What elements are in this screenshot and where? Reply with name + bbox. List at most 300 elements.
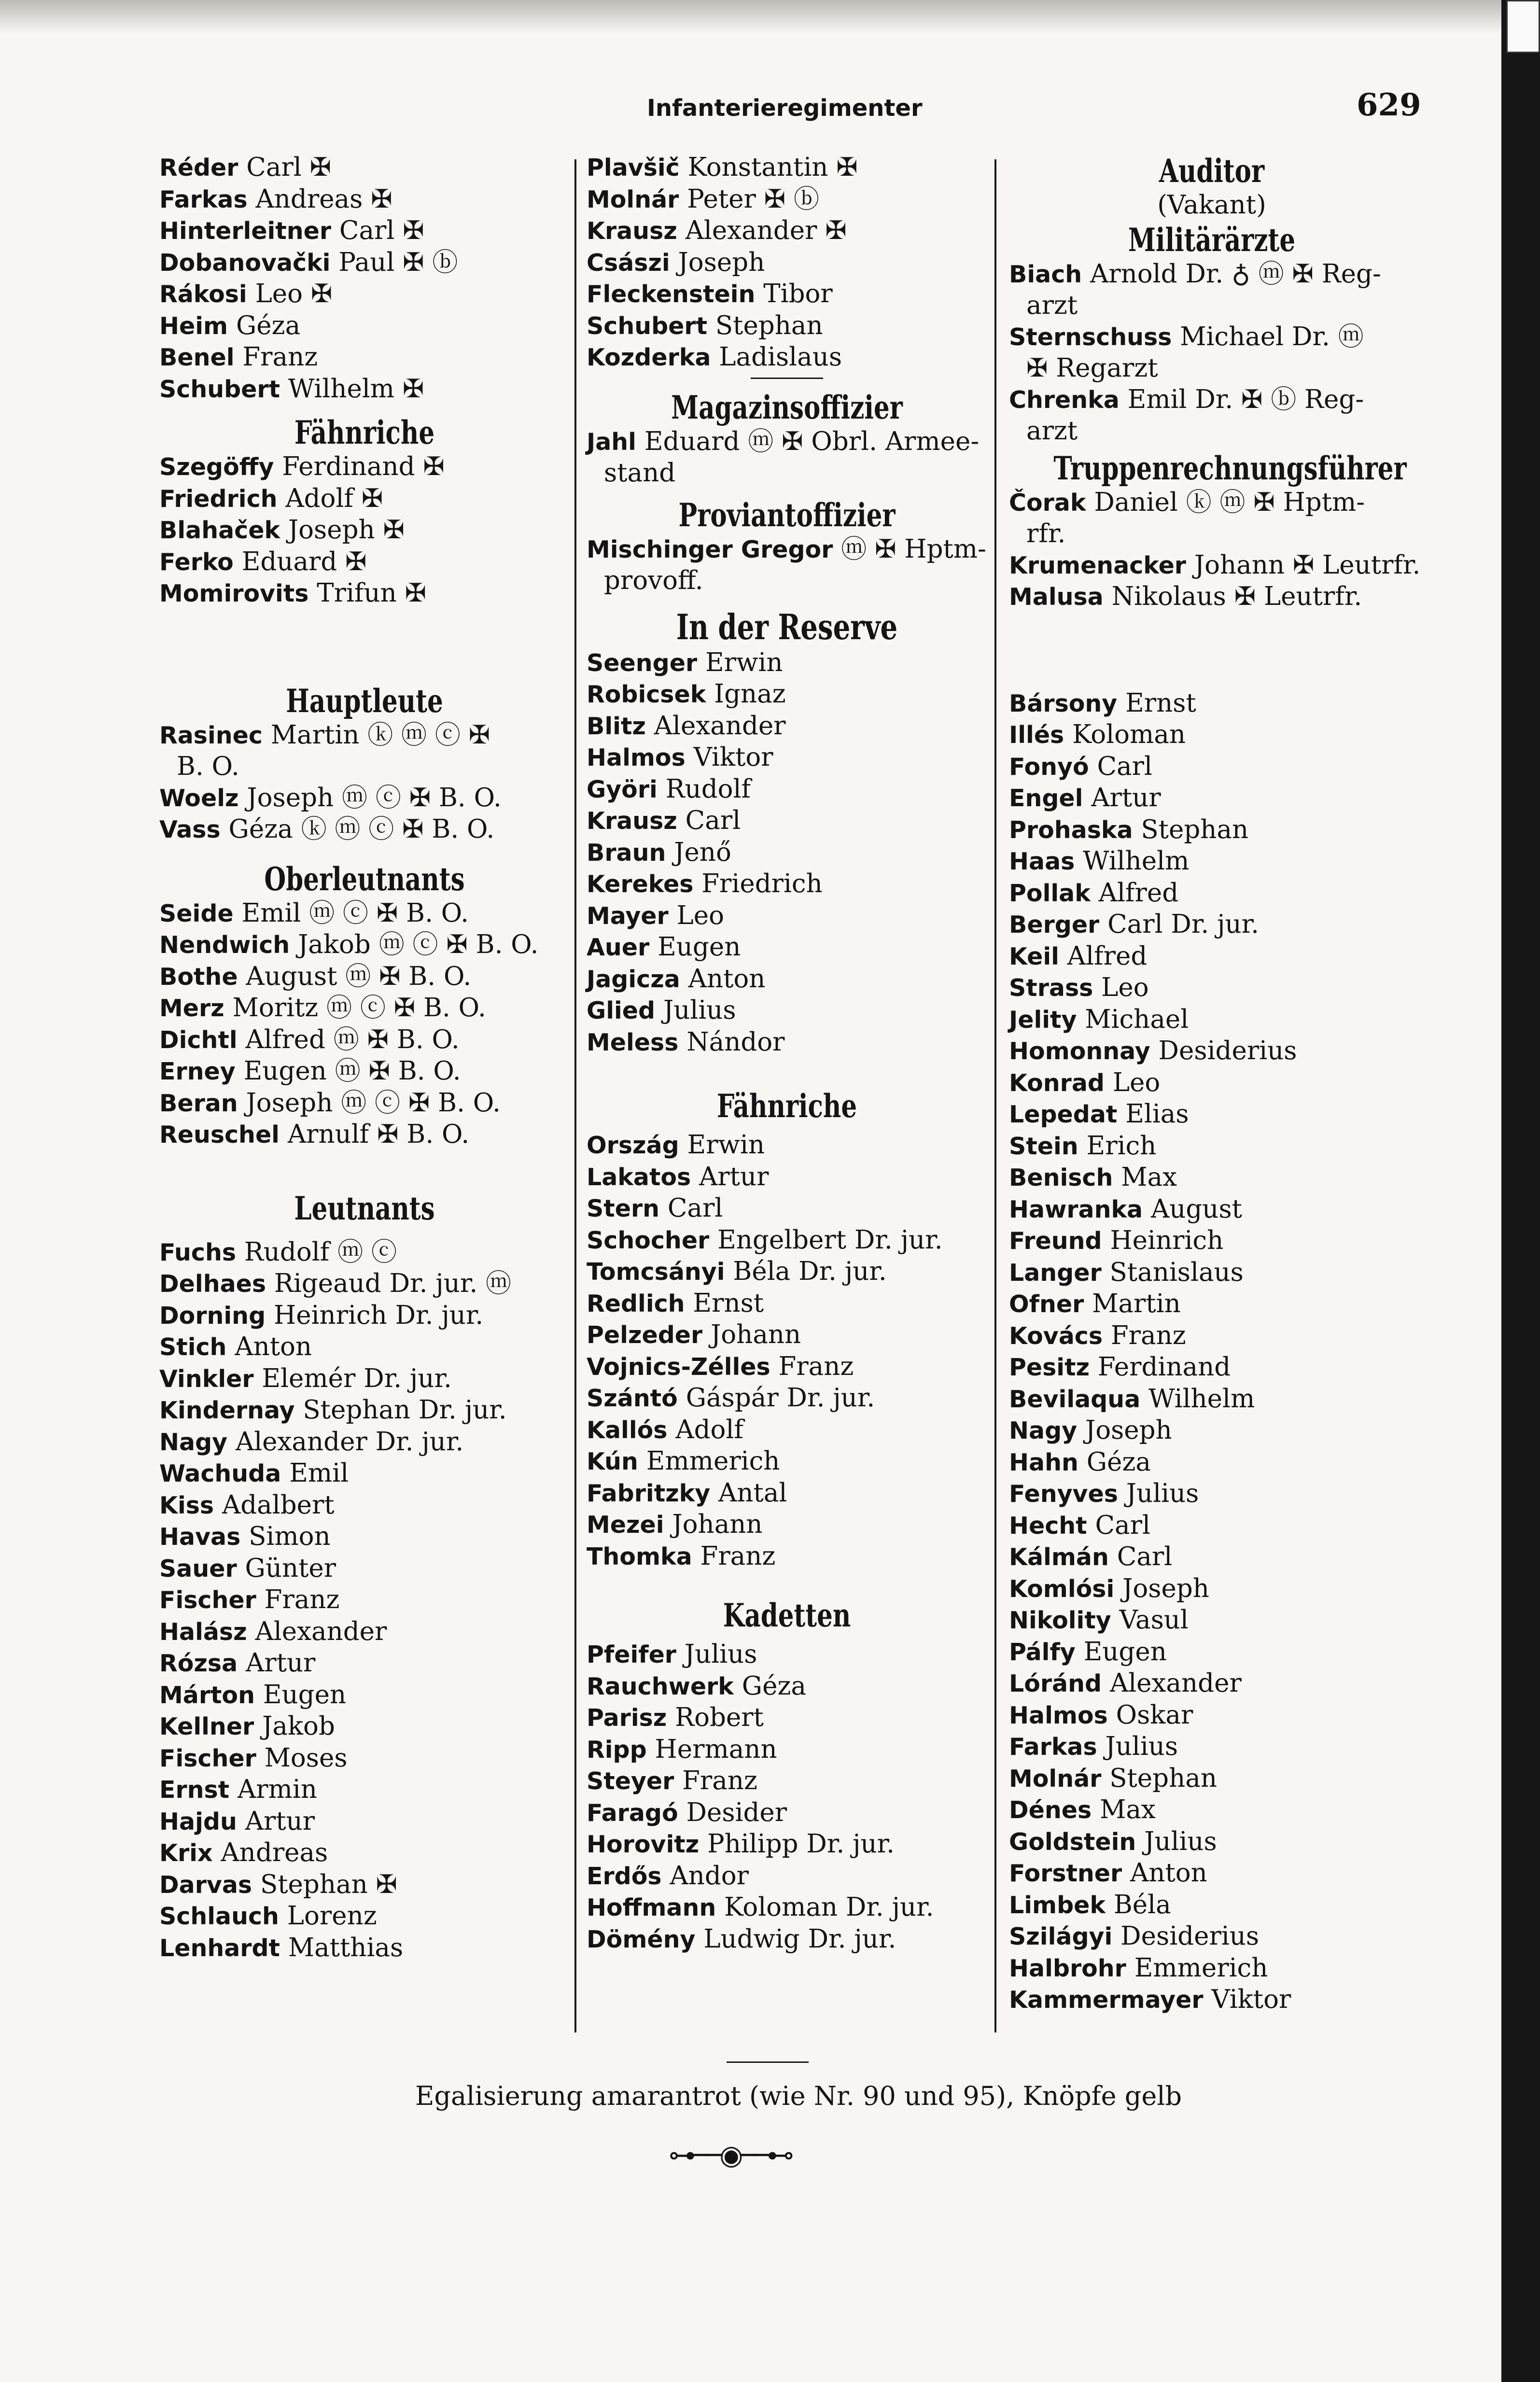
surname: Krumenacker — [1009, 551, 1186, 579]
surname: Blitz — [587, 712, 646, 740]
entry-details: Alexander — [1109, 1668, 1242, 1698]
separator-rule — [751, 378, 823, 379]
entry-details: Nikolaus ✠ Leutrfr. — [1111, 582, 1362, 611]
list-item — [587, 742, 987, 774]
entry-details: Leo — [676, 900, 725, 930]
surname: Kovács — [1009, 1322, 1103, 1350]
surname: Krausz — [587, 807, 677, 835]
surname: Limbek — [1009, 1891, 1106, 1919]
list-item — [1009, 1637, 1414, 1668]
entry-details: Leo ✠ — [255, 279, 333, 308]
entry-details: Alexander — [255, 1616, 387, 1646]
list-item — [1009, 1099, 1414, 1131]
surname: Fuchs — [159, 1238, 237, 1266]
ornament-divider: ⊶──◉──⊷ — [669, 2140, 791, 2171]
list-item — [159, 279, 570, 310]
entry-details: Stephan — [715, 310, 823, 340]
entry-details: August — [1150, 1194, 1242, 1224]
entry-details: Béla — [1113, 1890, 1171, 1920]
entry-details: stand — [604, 458, 676, 488]
list-item — [1009, 1067, 1414, 1099]
list-item — [159, 1806, 570, 1838]
entry-details: Alexander Dr. jur. — [235, 1427, 464, 1457]
footer-note: Egalisierung amarantrot (wie Nr. 90 und 95), Knöpfe gelb — [415, 2081, 1182, 2111]
surname: Dobanovački — [159, 249, 331, 277]
entry-details: Jenő — [674, 837, 731, 867]
surname: Komlósi — [1009, 1575, 1115, 1603]
entry-details: Elias — [1125, 1099, 1189, 1129]
surname: Stein — [1009, 1132, 1078, 1160]
surname: Friedrich — [159, 485, 278, 513]
surname: Farkas — [1009, 1733, 1097, 1761]
surname: Kún — [587, 1448, 638, 1475]
surname: Bevilaqua — [1009, 1385, 1141, 1413]
list-item — [159, 342, 570, 374]
surname: Jagicza — [587, 965, 680, 993]
reserve-list-col2 — [587, 647, 987, 1059]
surname: Pelzeder — [587, 1321, 703, 1349]
list-item — [1009, 1352, 1414, 1384]
list-item — [159, 961, 570, 993]
surname: Dichtl — [159, 1026, 238, 1054]
section-title-in-der-reserve: In der Reserve — [676, 606, 898, 647]
entry-details: Ludwig Dr. jur. — [703, 1924, 896, 1954]
entry-details: Robert — [675, 1703, 764, 1732]
entry-details: Franz — [264, 1585, 340, 1614]
entry-details: Adolf — [675, 1415, 744, 1444]
col1-top-list — [159, 152, 570, 405]
list-item — [587, 805, 987, 837]
surname: Kammermayer — [1009, 1986, 1204, 2014]
list-item — [1009, 878, 1414, 910]
list-item — [587, 1829, 987, 1861]
entry-details: Engelbert Dr. jur. — [717, 1225, 943, 1255]
surname: Goldstein — [1009, 1828, 1136, 1856]
entry-details: Max — [1121, 1163, 1177, 1192]
entry-details: Oskar — [1116, 1700, 1193, 1730]
list-item — [1009, 1478, 1414, 1510]
surname: Ferko — [159, 548, 234, 576]
list-item — [587, 1027, 987, 1059]
entry-details: Desider — [686, 1797, 787, 1827]
surname: Vinkler — [159, 1365, 254, 1393]
surname: Fleckenstein — [587, 280, 756, 308]
page-number: 629 — [1357, 87, 1421, 123]
corner-tab — [1506, 0, 1540, 53]
surname: Kálmán — [1009, 1543, 1109, 1571]
surname: Szegöffy — [159, 453, 274, 481]
list-item — [159, 215, 570, 247]
surname: Engel — [1009, 785, 1083, 812]
surname: Lepedat — [1009, 1101, 1118, 1128]
surname: Plavšič — [587, 154, 680, 182]
surname: Hawranka — [1009, 1195, 1143, 1223]
surname: Kindernay — [159, 1397, 295, 1424]
list-item — [159, 310, 570, 342]
surname: Dömény — [587, 1925, 696, 1953]
surname: Halmos — [1009, 1701, 1108, 1729]
list-item — [159, 184, 570, 216]
entry-details: Anton — [235, 1332, 312, 1361]
list-item — [1009, 416, 1414, 447]
list-item — [587, 534, 987, 566]
surname: Lenhardt — [159, 1934, 280, 1962]
scan-top-shadow — [0, 0, 1540, 34]
entry-details: Franz — [242, 342, 318, 372]
list-item — [587, 932, 987, 964]
list-item — [1009, 783, 1414, 814]
entry-details: Joseph — [678, 247, 765, 277]
list-item — [1009, 1731, 1414, 1763]
entry-details: Julius — [684, 1639, 757, 1669]
surname: Farkas — [159, 185, 248, 213]
entry-details: Stephan — [1109, 1763, 1217, 1793]
list-item — [159, 1553, 570, 1585]
list-item — [587, 426, 987, 458]
list-item — [587, 647, 987, 679]
entry-details: Rigeaud Dr. jur. ⓜ — [274, 1269, 512, 1298]
surname: Pesitz — [1009, 1354, 1090, 1381]
entry-details: Julius — [1144, 1826, 1217, 1856]
surname: Malusa — [1009, 583, 1104, 611]
entry-details: Desiderius — [1120, 1921, 1260, 1951]
entry-details: Carl Dr. jur. — [1107, 910, 1260, 939]
surname: Rasinec — [159, 721, 263, 749]
surname: Thomka — [587, 1542, 692, 1570]
entry-details: Ernst — [693, 1288, 764, 1318]
surname: Woelz — [159, 784, 239, 812]
list-item — [159, 720, 570, 752]
entry-details: Michael — [1085, 1004, 1189, 1034]
entry-details: Carl — [1097, 751, 1152, 781]
entry-details: Leo — [1112, 1067, 1161, 1097]
list-item — [1009, 322, 1414, 353]
list-item — [1009, 1289, 1414, 1320]
surname: Pálfy — [1009, 1638, 1076, 1666]
entry-details: Eugen — [263, 1680, 347, 1709]
surname: Kellner — [159, 1713, 254, 1740]
surname: Mayer — [587, 902, 669, 930]
col1-faehnriche-list — [159, 451, 570, 610]
entry-details: Paul ✠ ⓑ — [338, 247, 458, 277]
surname: Auer — [587, 934, 650, 961]
surname: Blahaček — [159, 517, 280, 544]
surname: Biach — [1009, 260, 1082, 288]
surname: Fischer — [159, 1586, 256, 1614]
list-item — [159, 1901, 570, 1933]
list-item — [1009, 384, 1414, 416]
entry-details: Vasul — [1119, 1605, 1189, 1635]
list-item — [1009, 1415, 1414, 1447]
entry-details: Géza ⓚ ⓜ ⓒ ✠ B. O. — [228, 814, 495, 844]
militaeraerzte-list — [1009, 259, 1414, 447]
list-item — [587, 679, 987, 711]
list-item — [587, 1892, 987, 1924]
surname: Heim — [159, 312, 228, 340]
list-item — [159, 1869, 570, 1901]
list-item — [587, 458, 987, 489]
list-item — [587, 342, 987, 374]
list-item — [587, 1797, 987, 1829]
footer-rule — [727, 2061, 809, 2063]
surname: Reuschel — [159, 1121, 280, 1149]
entry-details: Heinrich Dr. jur. — [274, 1300, 484, 1330]
entry-details: Martin ⓚ ⓜ ⓒ ✠ — [270, 720, 490, 750]
entry-details: Wilhelm — [1083, 846, 1190, 876]
entry-details: Desiderius — [1158, 1036, 1297, 1065]
entry-details: Franz — [700, 1541, 776, 1571]
entry-details: Andor — [670, 1861, 749, 1891]
list-item — [1009, 550, 1421, 582]
surname: Seide — [159, 899, 234, 927]
list-item — [159, 1300, 570, 1332]
entry-details: Carl — [1095, 1510, 1150, 1540]
entry-details: Armin — [237, 1775, 317, 1804]
surname: Tomcsányi — [587, 1258, 725, 1286]
list-item — [1009, 1605, 1414, 1637]
list-item — [159, 1933, 570, 1964]
entry-details: Béla Dr. jur. — [733, 1257, 887, 1286]
list-item — [587, 1702, 987, 1734]
surname: Szántó — [587, 1385, 678, 1412]
list-item — [159, 1648, 570, 1680]
section-title-leutnants: Leutnants — [294, 1189, 435, 1227]
entry-details: Eduard ⓜ ✠ Obrl. Armee- — [644, 426, 980, 456]
entry-details: Erich — [1086, 1131, 1157, 1161]
list-item — [159, 1711, 570, 1743]
surname: Redlich — [587, 1289, 685, 1317]
section-title-truppenrechnungsfuehrer: Truppenrechnungsführer — [1053, 449, 1407, 487]
list-item — [159, 546, 570, 578]
list-item — [159, 1743, 570, 1775]
entry-details: Adolf ✠ — [285, 483, 383, 513]
list-item — [587, 1924, 987, 1956]
running-head: Infanterieregimenter — [647, 95, 923, 122]
list-item — [159, 1458, 570, 1490]
list-item — [1009, 290, 1414, 322]
list-item — [1009, 1541, 1414, 1573]
list-item — [159, 1056, 570, 1088]
entry-details: Trifun ✠ — [317, 578, 427, 608]
entry-details: Alfred — [1098, 878, 1179, 908]
list-item — [1009, 1510, 1414, 1542]
list-item — [587, 964, 987, 995]
list-item — [159, 1024, 570, 1056]
surname: Dénes — [1009, 1796, 1092, 1824]
surname: Nendwich — [159, 931, 290, 959]
list-item — [587, 1351, 987, 1383]
entry-details: Arnold Dr. ♁ ⓜ ✠ Reg- — [1090, 259, 1381, 289]
surname: Havas — [159, 1523, 241, 1551]
entry-details: Eugen ⓜ ✠ B. O. — [243, 1056, 461, 1086]
section-title-faehnriche-reserve: Fähnriche — [716, 1087, 857, 1125]
column-divider-left — [574, 159, 576, 2032]
surname: Merz — [159, 995, 224, 1022]
kadetten-list — [587, 1639, 987, 1955]
oberleutnants-list — [159, 898, 570, 1151]
surname: Glied — [587, 997, 656, 1024]
surname: Molnár — [1009, 1765, 1102, 1793]
entry-details: Emil — [289, 1458, 349, 1488]
surname: Stich — [159, 1333, 227, 1361]
surname: Braun — [587, 839, 666, 867]
list-item — [587, 279, 987, 310]
entry-details: Ferdinand ✠ — [282, 452, 445, 481]
list-item — [587, 1541, 987, 1573]
entry-details: Alfred — [1067, 941, 1148, 971]
entry-details: Daniel ⓚ ⓜ ✠ Hptm- — [1094, 487, 1365, 517]
surname: Illés — [1009, 721, 1064, 749]
surname: Čorak — [1009, 489, 1086, 517]
surname: Pfeifer — [587, 1641, 676, 1668]
list-item — [587, 1256, 987, 1288]
entry-details: Carl — [685, 806, 741, 835]
surname: Császi — [587, 249, 670, 277]
entry-details: Friedrich — [701, 869, 823, 898]
surname: Parisz — [587, 1704, 667, 1732]
entry-details: Philipp Dr. jur. — [707, 1829, 895, 1859]
list-item — [587, 1671, 987, 1703]
entry-details: Emmerich — [1134, 1953, 1268, 1983]
entry-details: Konstantin ✠ — [687, 153, 858, 182]
surname: Homonnay — [1009, 1037, 1150, 1065]
surname: Rózsa — [159, 1650, 238, 1677]
entry-details: Stanislaus — [1109, 1257, 1244, 1287]
surname: Molnár — [587, 185, 679, 213]
surname: Nagy — [159, 1428, 228, 1456]
list-item — [1009, 688, 1414, 720]
list-item — [1009, 1447, 1414, 1479]
entry-details: Gáspár Dr. jur. — [686, 1383, 875, 1413]
entry-details: Johann — [672, 1510, 763, 1539]
list-item — [1009, 487, 1414, 519]
surname: Delhaes — [159, 1270, 266, 1298]
surname: Prohaska — [1009, 816, 1133, 844]
entry-details: Carl ✠ — [339, 216, 424, 245]
section-title-kadetten: Kadetten — [723, 1597, 851, 1634]
section-title-hauptleute: Hauptleute — [286, 682, 443, 720]
entry-details: Leo — [1101, 973, 1149, 1002]
section-title-militaeraerzte: Militärärzte — [1128, 221, 1296, 259]
list-item — [159, 1490, 570, 1522]
list-item — [1009, 941, 1414, 973]
entry-details: Franz — [778, 1351, 854, 1381]
surname: Halbrohr — [1009, 1954, 1126, 1982]
surname: Benisch — [1009, 1164, 1113, 1191]
entry-details: arzt — [1026, 291, 1078, 320]
surname: Kerekes — [587, 870, 694, 898]
list-item — [587, 1383, 987, 1415]
entry-details: Anton — [688, 964, 766, 994]
surname: Fonyó — [1009, 753, 1089, 781]
surname: Schocher — [587, 1226, 710, 1254]
surname: Ofner — [1009, 1290, 1084, 1318]
entry-details: Rudolf ⓜ ⓒ — [244, 1237, 397, 1267]
list-item — [1009, 1257, 1414, 1289]
surname: Beran — [159, 1089, 238, 1117]
surname: Fischer — [159, 1744, 256, 1772]
surname: Ernst — [159, 1776, 230, 1804]
surname: Hoffmann — [587, 1894, 716, 1921]
surname: Langer — [1009, 1259, 1102, 1287]
entry-details: Antal — [718, 1478, 787, 1508]
list-item — [1009, 1953, 1414, 1985]
list-item — [159, 1521, 570, 1553]
surname: Haas — [1009, 848, 1075, 875]
surname: Seenger — [587, 649, 698, 677]
list-item — [159, 1680, 570, 1711]
proviantoffizier-list — [587, 534, 987, 597]
section-title-auditor: Auditor — [1159, 152, 1265, 190]
list-item — [587, 1288, 987, 1320]
list-item — [587, 711, 987, 743]
list-item — [587, 1415, 987, 1446]
section-title-faehnriche: Fähnriche — [294, 414, 435, 451]
list-item — [1009, 814, 1414, 846]
entry-details: B. O. — [177, 752, 239, 781]
entry-details: Alfred ⓜ ✠ B. O. — [245, 1024, 460, 1054]
surname: Schubert — [587, 312, 708, 340]
list-item — [1009, 1036, 1414, 1067]
entry-details: Joseph — [1122, 1573, 1209, 1603]
entry-details: Alexander ✠ — [685, 216, 847, 245]
surname: Keil — [1009, 942, 1059, 970]
magazinsoffizier-list — [587, 426, 987, 489]
surname: Hahn — [1009, 1448, 1078, 1476]
entry-details: Eugen — [658, 932, 741, 962]
entry-details: Géza — [742, 1671, 806, 1701]
entry-details: Elemér Dr. jur. — [262, 1363, 452, 1393]
list-item — [159, 1395, 570, 1427]
list-item — [159, 1237, 570, 1269]
entry-details: Géza — [236, 310, 301, 340]
surname: Fenyves — [1009, 1480, 1118, 1508]
surname: Horovitz — [587, 1831, 700, 1858]
surname: Vass — [159, 816, 221, 843]
entry-details: Andreas ✠ — [255, 184, 392, 214]
entry-details: Adalbert — [222, 1490, 335, 1520]
list-item — [159, 152, 570, 184]
list-item — [587, 1319, 987, 1351]
entry-details: Rudolf — [665, 774, 751, 804]
list-item — [587, 1734, 987, 1766]
section-title-proviantoffizier: Proviantoffizier — [678, 496, 896, 534]
entry-details: Ignaz — [714, 679, 786, 709]
list-item — [587, 1509, 987, 1541]
list-item — [1009, 259, 1414, 291]
entry-details: Stephan ✠ — [260, 1869, 397, 1899]
surname: Bothe — [159, 963, 238, 991]
auditor-vakant: (Vakant) — [1157, 190, 1266, 220]
entry-details: Alexander — [654, 711, 786, 741]
surname: Mezei — [587, 1511, 664, 1539]
entry-details: ✠ Regarzt — [1026, 353, 1158, 383]
entry-details: ⓜ ✠ Hptm- — [841, 534, 986, 564]
surname: Momirovits — [159, 580, 309, 607]
entry-details: Peter ✠ ⓑ — [687, 184, 819, 214]
surname: Nagy — [1009, 1417, 1078, 1444]
surname: Nikolity — [1009, 1607, 1111, 1634]
entry-details: Viktor — [1211, 1985, 1291, 2014]
surname: Fabritzky — [587, 1479, 711, 1507]
list-item — [1009, 353, 1414, 384]
list-item — [587, 1446, 987, 1478]
list-item — [159, 751, 570, 783]
list-item — [1009, 1194, 1414, 1226]
surname: Chrenka — [1009, 386, 1120, 414]
entry-details: Jakob ⓜ ⓒ ✠ B. O. — [298, 930, 539, 959]
entry-details: Johann ✠ Leutrfr. — [1194, 550, 1421, 580]
